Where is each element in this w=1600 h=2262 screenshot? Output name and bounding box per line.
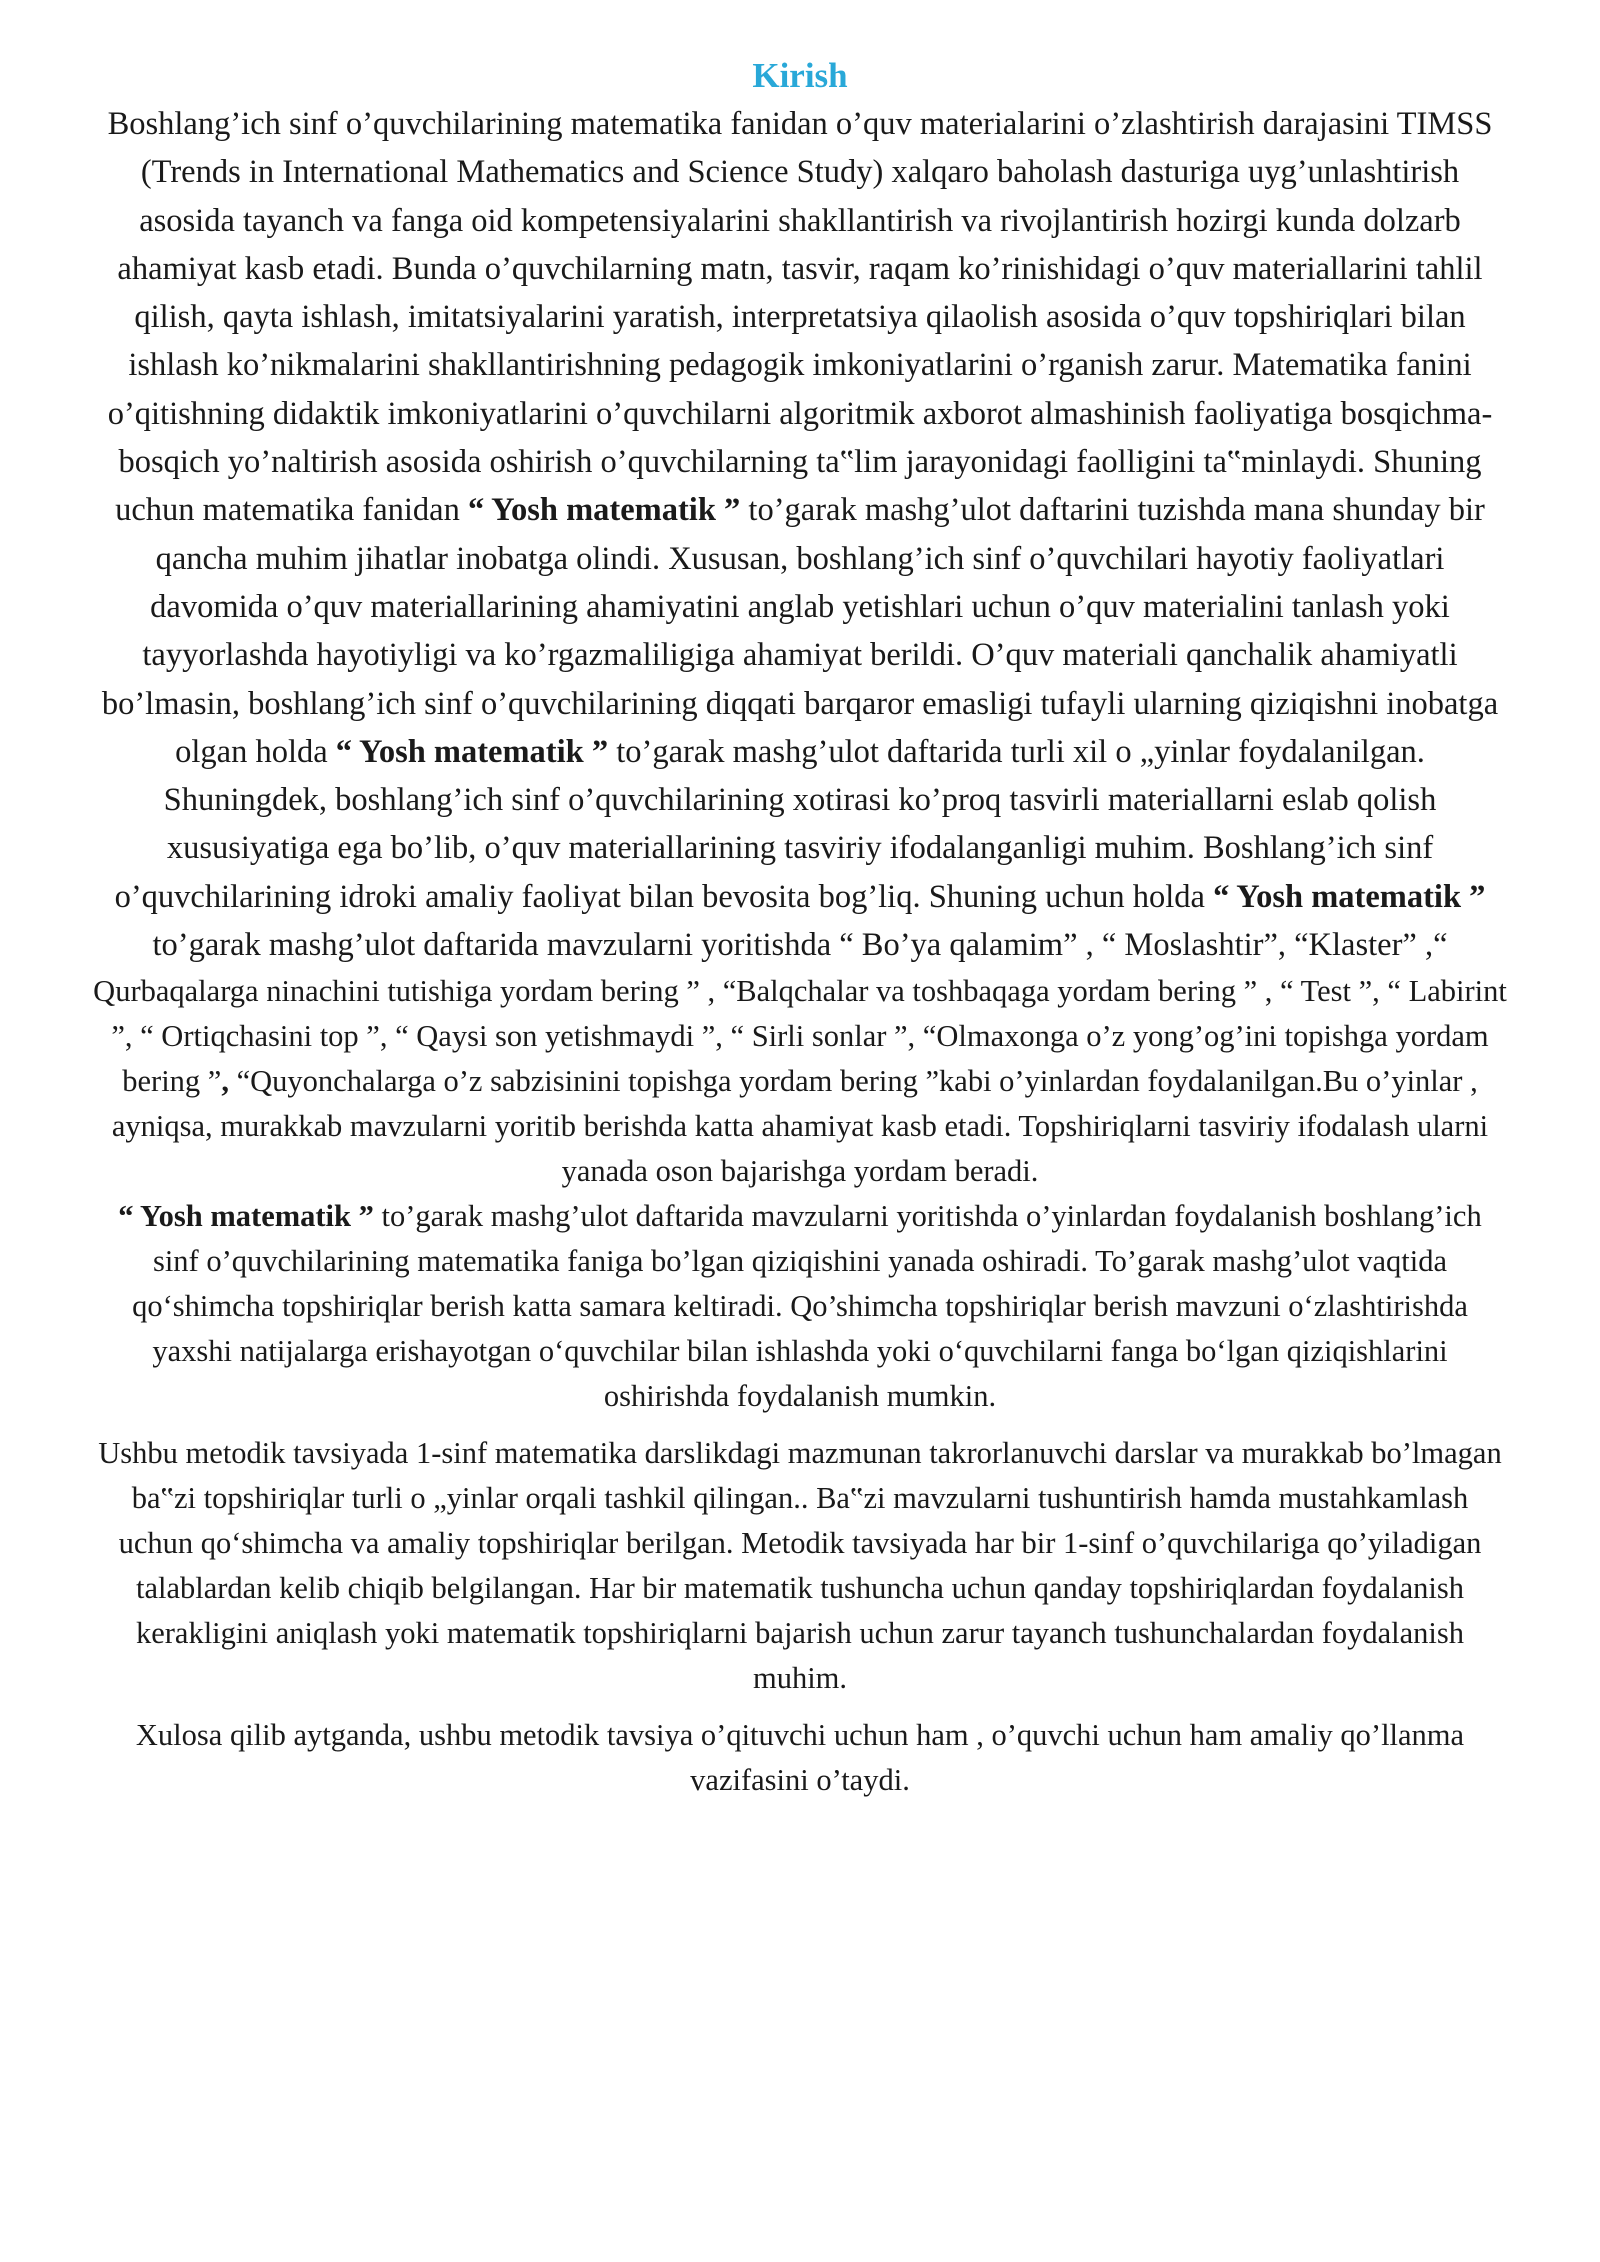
games-list-text: Qurbaqalarga ninachini tutishiga yordam bering ” , “Balqchalar va toshbaqaga yordam bering ” , “ Test ”, “ Labirint ”, “ Ortiqchasini top ”, “ Qaysi son yetishmaydi ”, “ Sirli sonlar ”, “Olmaxonga o’z yong’og’ini topishga yordam bering ” <box>93 974 1507 1099</box>
intro-text-1: Boshlang’ich sinf o’quvchilarining matematika fanidan o’quv materialarini o’zlashtirish darajasini TIMSS (Trends in International Mathematics and Science Study) xalqaro baholash dasturiga uyg’unlashtirish asosida tayanch va fanga oid kompetensiyalarini shakllantirish va rivojlantirish hozirgi kunda dolzarb ahamiyat kasb etadi. Bunda o’quvchilarning matn, tasvir, raqam ko’rinishidagi o’quv materiallarini tahlil qilish, qayta ishlash, imitatsiyalarini yaratish, interpretatsiya qilaolish asosida o’quv topshiriqlari bilan ishlash ko’nikmalarini shakllantirishning pedagogik imkoniyatlarini o’rganish zarur. Matematika fanini o’qitishning didaktik imkoniyatlarini o’quvchilarni algoritmik axborot almashinish faoliyatiga bosqichma-bosqich yo’naltirish asosida oshirish o’quvchilarning ta‟lim jarayonidagi faolligini ta‟minlaydi. Shuning uchun matematika fanidan <box>107 106 1493 529</box>
document-page <box>92 52 1508 1803</box>
games-list-paragraph <box>92 969 1508 1419</box>
intro-text-2: to’garak mashg’ulot daftarini tuzishda mana shunday bir qancha muhim jihatlar inobatga olindi. Xususan, boshlang’ich sinf o’quvchilari hayotiy faoliyatlari davomida o’quv materiallarining ahamiyatini anglab yetishlari uchun o’quv materialini tanlash yoki tayyorlashda hayotiyligi va ko’rgazmaliligiga ahamiyat berildi. O’quv materiali qanchalik ahamiyatli bo’lmasin, boshlang’ich sinf o’quvchilarining diqqati barqaror emasligi tufayli ularning qiziqishni inobatga olgan holda <box>101 492 1499 770</box>
conclusion-paragraph: Xulosa qilib aytganda, ushbu metodik tavsiya o’qituvchi uchun ham , o’quvchi uchun ham amaliy qo’llanma vazifasini o’taydi. <box>135 1718 1465 1798</box>
games-benefit-text: to’garak mashg’ulot daftarida mavzularni yoritishda o’yinlardan foydalanish boshlang’ich sinf o’quvchilarining matematika faniga bo’lgan qiziqishini yanada oshiradi. To’garak mashg’ulot vaqtida qo‘shimcha topshiriqlar berish katta samara keltiradi. Qo’shimcha topshiriqlar berish mavzuni o‘zlashtirishda yaxshi natijalarga erishayotgan o‘quvchilar bilan ishlashda yoki o‘quvchilarni fanga bo‘lgan qiziqishlarini oshirishda foydalanish mumkin. <box>132 1199 1482 1414</box>
club-name-bold: “ Yosh matematik ” <box>467 492 741 529</box>
page-title: Kirish <box>752 56 848 95</box>
bold-comma: , <box>221 1064 229 1099</box>
club-name-bold: “ Yosh matematik ” <box>118 1199 374 1234</box>
club-name-bold: “ Yosh matematik ” <box>335 733 609 770</box>
club-name-bold: “ Yosh matematik ” <box>1213 878 1486 915</box>
intro-text-4: to’garak mashg’ulot daftarida mavzularni yoritishda “ Bo’ya qalamim” , “ Moslashtir”, “Klaster” ,“ <box>152 927 1448 964</box>
methodology-paragraph: Ushbu metodik tavsiyada 1-sinf matematika darslikdagi mazmunan takrorlanuvchi darslar va murakkab bo’lmagan ba‟zi topshiriqlar turli o „yinlar orqali tashkil qilingan.. Ba‟zi mavzularni tushuntirish hamda mustahkamlash uchun qo‘shimcha va amaliy topshiriqlar berilgan. Metodik tavsiyada har bir 1-sinf o’quvchilariga qo’yiladigan talablardan kelib chiqib belgilangan. Har bir matematik tushuncha uchun qanday topshiriqlardan foydalanish kerakligini aniqlash yoki matematik topshiriqlarni bajarish uchun zarur tayanch tushunchalardan foydalanish muhim. <box>98 1436 1502 1696</box>
games-conclusion-text: “Quyonchalarga o’z sabzisinini topishga yordam bering ”kabi o’yinlardan foydalanilgan.Bu o’yinlar , ayniqsa, murakkab mavzularni yoritib berishda katta ahamiyat kasb etadi. Topshiriqlarni tasviriy ifodalash ularni yanada oson bajarishga yordam beradi. <box>111 1064 1489 1189</box>
intro-text-3: to’garak mashg’ulot daftarida turli xil o „yinlar foydalanilgan. Shuningdek, boshlang’ich sinf o’quvchilarining xotirasi ko’proq tasvirli materiallarni eslab qolish xususiyatiga ega bo’lib, o’quv materiallarining tasviriy ifodalanganligi muhim. Boshlang’ich sinf o’quvchilarining idroki amaliy faoliyat bilan bevosita bog’liq. Shuning uchun holda <box>114 733 1437 915</box>
intro-paragraph <box>92 100 1508 969</box>
